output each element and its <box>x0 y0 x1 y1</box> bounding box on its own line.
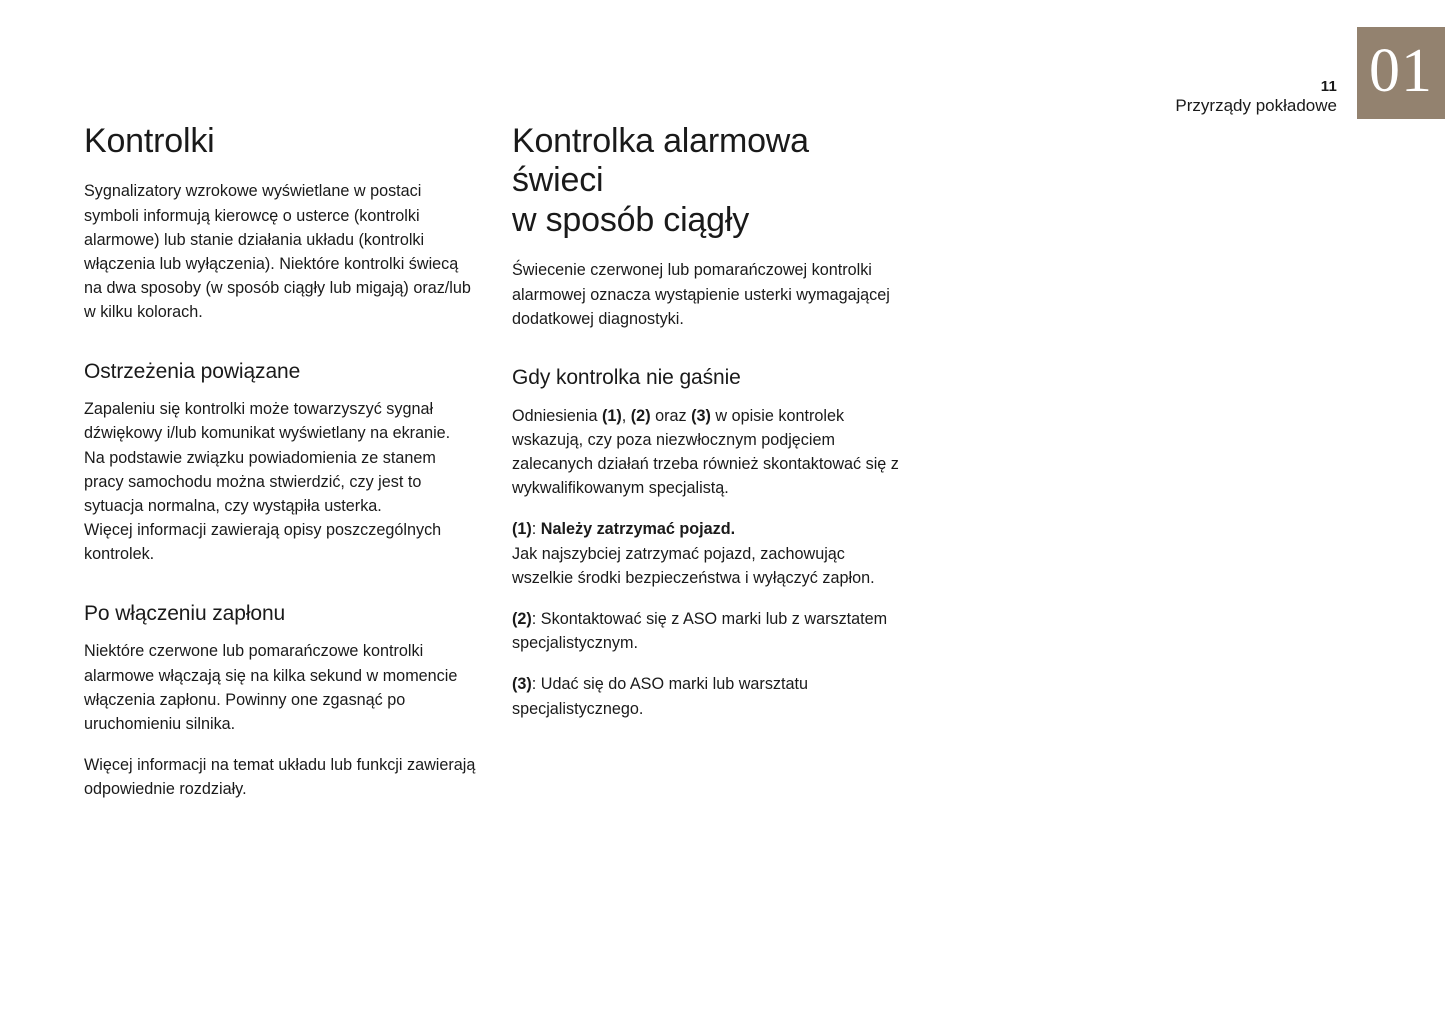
reference-1: (1) <box>602 406 622 425</box>
reference-3: (3) <box>691 406 711 425</box>
ignition-paragraph-1: Niektóre czerwone lub pomarańczowe kontrolki alarmowe włączają się na kilka sekund w momencie włączenia zapłonu. Powinny one zgasnąć po uruchomieniu silnika. <box>84 642 458 733</box>
reference-2: (2) <box>630 406 651 425</box>
right-column <box>512 122 904 721</box>
intro-paragraph: Sygnalizatory wzrokowe wyświetlane w postaci symboli informują kierowcę o usterce (kontrolki alarmowe) lub stanie działania układu (kontrolki włączenia lub wyłączenia). Niektóre kontrolki świecą na dwa sposoby (w sposób ciągły lub migają) oraz/lub w kilku kolorach. <box>84 182 471 322</box>
references-paragraph <box>512 404 904 501</box>
reference-item-3 <box>512 672 904 720</box>
heading-after-ignition: Po włączeniu zapłonu <box>84 601 286 625</box>
reference-item-2-separator: : <box>531 609 541 628</box>
section-title: Przyrządy pokładowe <box>1175 95 1337 115</box>
heading-related-warnings: Ostrzeżenia powiązane <box>84 359 301 383</box>
heading-warning-persists: Gdy kontrolka nie gaśnie <box>512 365 741 389</box>
reference-item-3-separator: : <box>531 675 541 694</box>
reference-item-1-label: (1) <box>512 520 532 539</box>
page-header <box>1025 27 1445 119</box>
reference-item-2-label: (2) <box>512 609 532 628</box>
reference-item-2-body: Skontaktować się z ASO marki lub z warsztatem specjalistycznym. <box>512 609 888 653</box>
page-number: 11 <box>1320 78 1337 96</box>
references-text-2: , <box>621 406 631 425</box>
right-intro-paragraph: Świecenie czerwonej lub pomarańczowej kontrolki alarmowej oznacza wystąpienie usterki wymagającej dodatkowej diagnostyki. <box>512 261 890 328</box>
right-column-title-line-1: Kontrolka alarmowa świeci <box>512 122 809 200</box>
left-column <box>84 122 476 802</box>
chapter-badge <box>1357 27 1445 119</box>
warnings-paragraph-2: Na podstawie związku powiadomienia ze stanem pracy samochodu można stwierdzić, czy jest to sytuacja normalna, czy wystąpiła usterka. <box>84 448 436 516</box>
page-title: Kontrolki <box>84 122 215 160</box>
reference-item-1-separator: : <box>531 520 541 539</box>
header-text-block <box>1175 78 1357 119</box>
reference-item-3-body: Udać się do ASO marki lub warsztatu specjalistycznego. <box>512 675 809 718</box>
right-column-title-line-2: w sposób ciągły <box>512 200 750 239</box>
reference-item-1-bold-text: Należy zatrzymać pojazd. <box>540 520 736 539</box>
warnings-paragraph-3: Więcej informacji zawierają opisy poszczególnych kontrolek. <box>84 521 442 564</box>
ignition-paragraph-2: Więcej informacji na temat układu lub funkcji zawierają odpowiednie rozdziały. <box>84 756 476 799</box>
references-text-4: w opisie kontrolek wskazują, czy poza niezwłocznym podjęciem zalecanych działań trzeba również skontaktować się z wykwalifikowanym specjalistą. <box>512 406 899 498</box>
references-text-3: oraz <box>650 406 692 425</box>
reference-item-3-label: (3) <box>512 675 532 694</box>
warnings-paragraph-1: Zapaleniu się kontrolki może towarzyszyć sygnał dźwiękowy i/lub komunikat wyświetlany na ekranie. <box>84 400 451 443</box>
chapter-number: 01 <box>1369 37 1433 105</box>
references-text-1: Odniesienia <box>512 406 602 425</box>
reference-item-1 <box>512 517 904 590</box>
reference-item-2 <box>512 607 904 655</box>
reference-item-1-body: Jak najszybciej zatrzymać pojazd, zachowując wszelkie środki bezpieczeństwa i wyłączyć zapłon. <box>512 544 875 587</box>
right-column-title <box>512 122 904 240</box>
